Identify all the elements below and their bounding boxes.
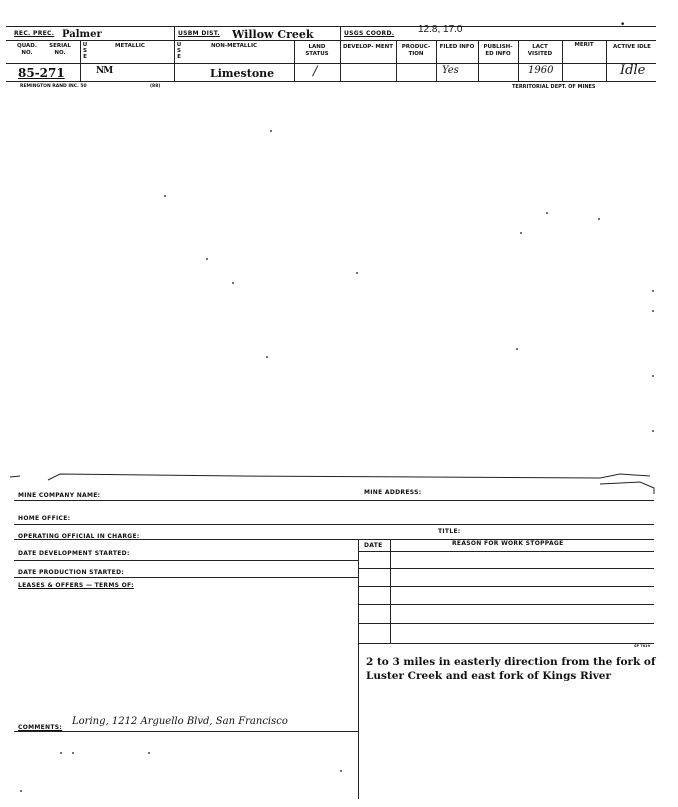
record-non-metallic: Limestone: [210, 67, 275, 80]
col-use-nonmetallic: U S E: [176, 42, 182, 60]
date-development-started-label: DATE DEVELOPMENT STARTED:: [18, 550, 130, 557]
form-number: SP 7019: [634, 644, 651, 648]
comments-value: Loring, 1212 Arguello Blvd, San Francisco: [72, 716, 288, 727]
torn-edge-lines: [0, 460, 678, 500]
scan-speck: [652, 375, 654, 377]
scan-speck: [148, 752, 150, 754]
mine-company-name-label: MINE COMPANY NAME:: [18, 492, 101, 499]
comments-label: COMMENTS:: [18, 724, 63, 731]
reason-column-header: REASON FOR WORK STOPPAGE: [452, 540, 564, 547]
columns-top-rule: [6, 40, 656, 41]
corner-mark: •: [620, 20, 626, 30]
col-quad-no: QUAD. NO.: [17, 43, 37, 56]
location-description: 2 to 3 miles in easterly direction from the fork of Luster Creek and east fork of Kings River: [366, 656, 656, 682]
leases-offers-label: LEASES & OFFERS — TERMS OF:: [18, 582, 134, 589]
col-filed-info: FILED INFO: [439, 44, 475, 50]
scan-speck: [546, 212, 548, 214]
form-code: (88): [150, 84, 161, 89]
col-last-visited: LACT VISITED: [527, 44, 553, 57]
scan-speck: [652, 430, 654, 432]
record-land-status: /: [313, 64, 318, 79]
date-column-header: DATE: [364, 542, 383, 549]
mine-address-label: MINE ADDRESS:: [364, 489, 422, 496]
title-label: TITLE:: [438, 528, 461, 535]
scan-speck: [206, 258, 208, 260]
scan-speck: [652, 310, 654, 312]
scan-speck: [520, 232, 522, 234]
operating-official-label: OPERATING OFFICIAL IN CHARGE:: [18, 533, 140, 540]
usgs-coord-label: USGS COORD.: [344, 30, 395, 37]
col-development: DEVELOP- MENT: [342, 44, 394, 50]
record-filed-info: Yes: [442, 65, 459, 76]
data-row-bottom-rule: [6, 81, 656, 82]
col-non-metallic: NON-METALLIC: [210, 43, 258, 49]
scan-speck: [266, 356, 268, 358]
date-production-started-label: DATE PRODUCTION STARTED:: [18, 569, 125, 576]
header-top-rule: [6, 26, 656, 27]
usbm-dist-label: USBM DIST.: [178, 30, 220, 37]
record-last-visited: 1960: [528, 65, 554, 76]
scan-speck: [60, 752, 62, 754]
scan-speck: [72, 752, 74, 754]
scan-speck: [516, 348, 518, 350]
home-office-label: HOME OFFICE:: [18, 515, 71, 522]
col-land-status: LAND STATUS: [305, 44, 329, 57]
col-published-info: PUBLISH- ED INFO: [483, 44, 513, 57]
record-quad-serial: 85-271: [18, 66, 65, 80]
col-serial-no: SERIAL NO.: [49, 43, 71, 56]
col-active-idle: ACTIVE IDLE: [613, 44, 651, 50]
record-use-code: NM: [96, 66, 113, 76]
scan-speck: [340, 770, 342, 772]
scan-speck: [232, 282, 234, 284]
scan-speck: [356, 272, 358, 274]
printer-line: REMINGTON RAND INC. 50: [20, 84, 87, 89]
col-merit: MERIT: [574, 42, 594, 48]
scan-speck: [270, 130, 272, 132]
col-production: PRODUC- TION: [401, 44, 431, 57]
scan-speck: [652, 290, 654, 292]
data-row-top-rule: [6, 63, 656, 64]
center-divider: [358, 539, 359, 799]
scan-speck: [20, 790, 22, 792]
col-use-metallic: U S E: [82, 42, 88, 60]
usbm-dist-value: Willow Creek: [232, 28, 314, 41]
rec-prec-value: Palmer: [62, 29, 102, 40]
scan-speck: [598, 218, 600, 220]
col-metallic: METALLIC: [115, 43, 145, 49]
rec-prec-label: REC. PREC.: [14, 30, 55, 37]
usgs-coord-value: 12.8, 17.0: [418, 24, 463, 35]
scan-speck: [164, 195, 166, 197]
territorial-dept: TERRITORIAL DEPT. OF MINES: [512, 84, 596, 90]
record-active-idle: Idle: [620, 63, 646, 78]
